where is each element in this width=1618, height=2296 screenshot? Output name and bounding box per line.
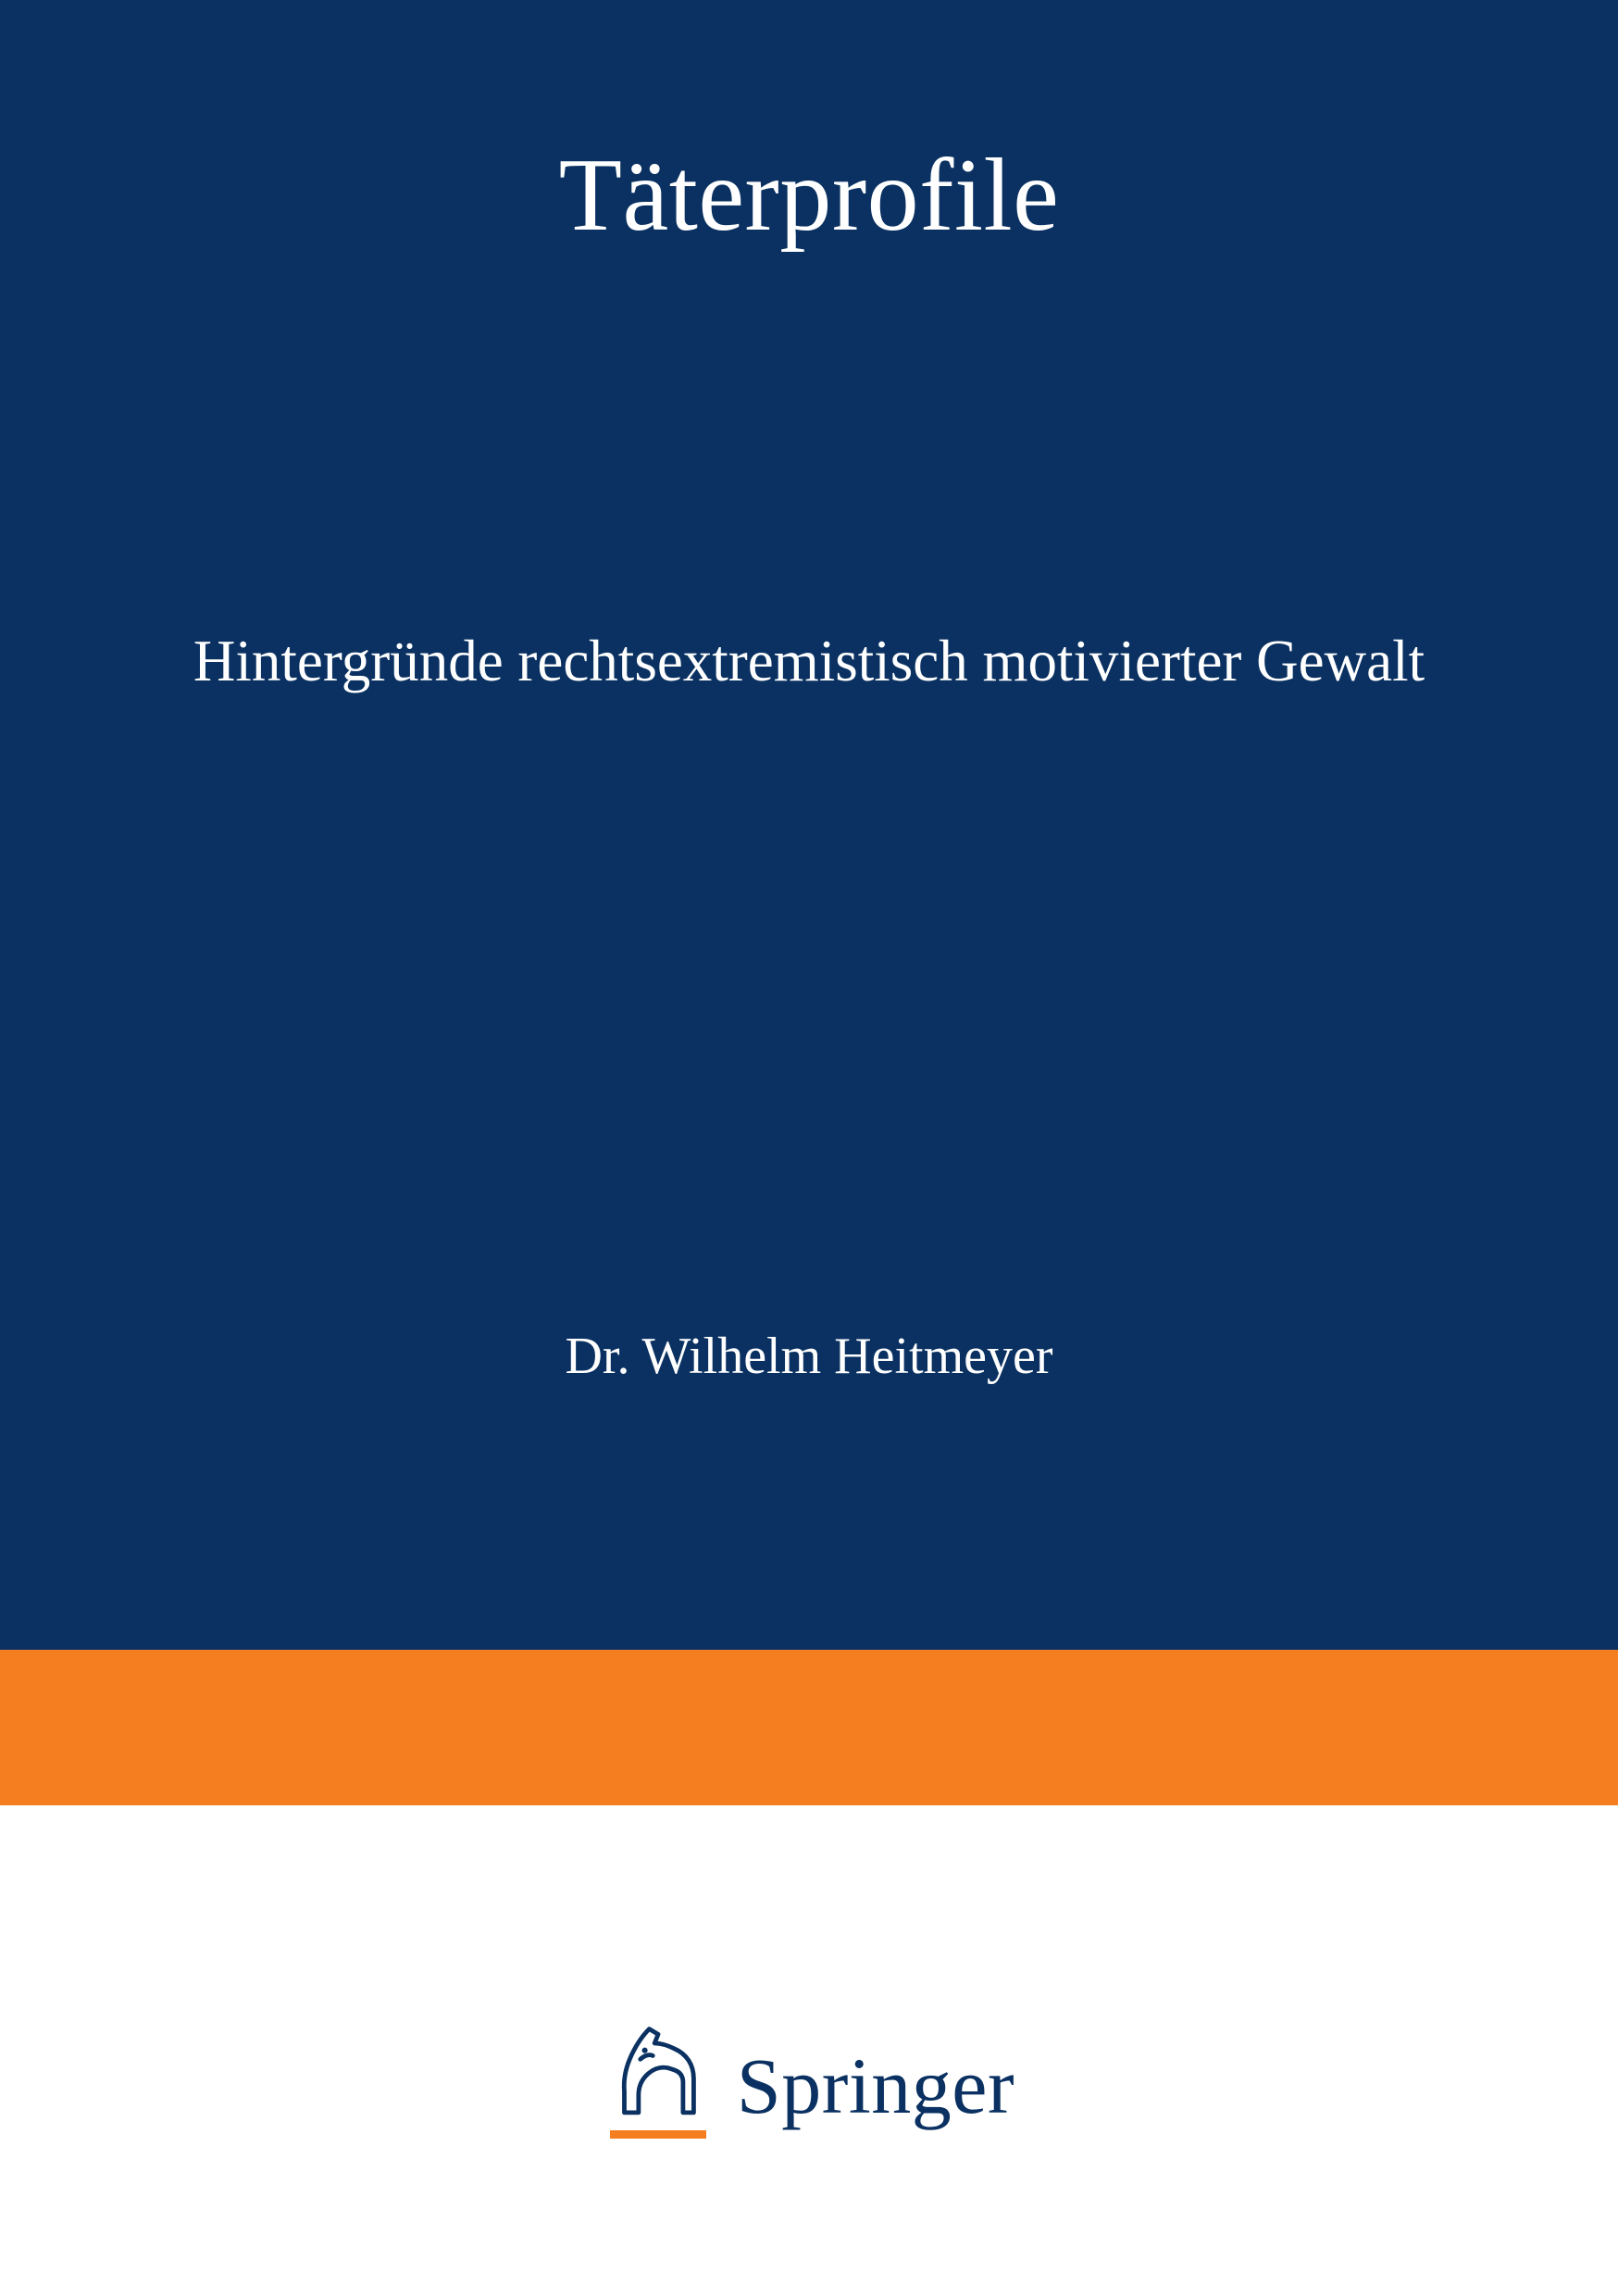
cover-author: Dr. Wilhelm Heitmeyer [565, 1328, 1053, 1385]
cover-subtitle: Hintergründe rechtsextremistisch motivierter Gewalt [193, 629, 1425, 693]
publisher-logo [0, 2020, 1618, 2139]
cover-footer [0, 1805, 1618, 2296]
logo-underline [610, 2130, 706, 2139]
publisher-name: Springer [736, 2041, 1015, 2130]
page-title: Täterprofile [558, 138, 1060, 253]
springer-knight-icon [604, 2020, 713, 2139]
orange-divider-band [0, 1650, 1618, 1805]
